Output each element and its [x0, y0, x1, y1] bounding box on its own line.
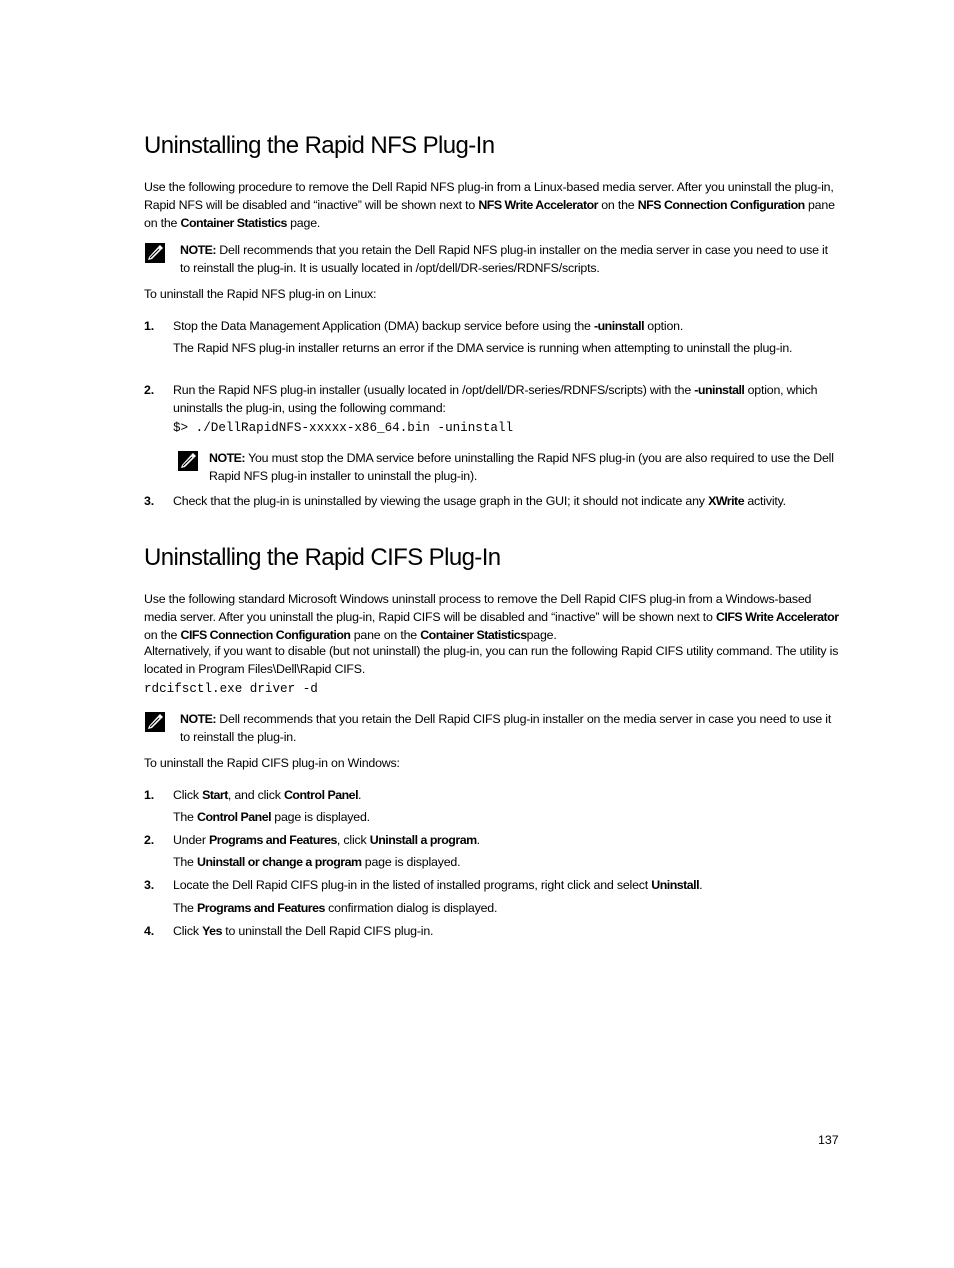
cifs-step-2-result: The Uninstall or change a program page is displayed. [173, 855, 461, 869]
section-title-cifs: Uninstalling the Rapid CIFS Plug-In [144, 544, 501, 571]
cifs-lead-text: To uninstall the Rapid CIFS plug-in on Windows: [144, 756, 400, 770]
cifs-step-3-result: The Programs and Features confirmation dialog is displayed. [173, 901, 498, 915]
section-title-nfs: Uninstalling the Rapid NFS Plug-In [144, 132, 495, 159]
nfs-intro-paragraph: Use the following procedure to remove the Dell Rapid NFS plug-in from a Linux-based media server. After you uninstall the plug-in, Rapid NFS will be disabled and “inactive” will be shown next to NFS Write Accelerator on the NFS Connection Configuration pane on the Container Statistics page. [144, 180, 835, 230]
nfs-lead-text: To uninstall the Rapid NFS plug-in on Linux: [144, 287, 377, 301]
page-number: 137 [818, 1133, 839, 1147]
cifs-note: NOTE: Dell recommends that you retain the Dell Rapid CIFS plug-in installer on the media server in case you need to use it to reinstall the plug-in. [180, 712, 832, 744]
note-pencil-icon [177, 450, 199, 472]
nfs-step-2-note: NOTE: You must stop the DMA service before uninstalling the Rapid NFS plug-in (you are also required to use the Dell Rapid NFS plug-in installer to uninstall the plug-in). [209, 451, 834, 483]
cifs-alternative-paragraph: Alternatively, if you want to disable (but not uninstall) the plug-in, you can run the following Rapid CIFS utility command. The utility is located in Program Files\Dell\Rapid CIFS. [144, 644, 839, 676]
nfs-uninstall-command: $> ./DellRapidNFS-xxxxx-x86_64.bin -uninstall [173, 421, 514, 435]
note-pencil-icon [144, 242, 166, 264]
note-pencil-icon [144, 711, 166, 733]
cifs-intro-paragraph: Use the following standard Microsoft Windows uninstall process to remove the Dell Rapid CIFS plug-in from a Windows-based media server. After you uninstall the plug-in, Rapid CIFS will be disabled and “inactive” will be shown next to CIFS Write Accelerator on the CIFS Connection Configuration pane on the Container Statisticspage. [144, 592, 839, 642]
cifs-utility-command: rdcifsctl.exe driver -d [144, 682, 318, 696]
cifs-step-1-result: The Control Panel page is displayed. [173, 810, 370, 824]
nfs-step-1-result: The Rapid NFS plug-in installer returns an error if the DMA service is running when attempting to uninstall the plug-in. [173, 341, 793, 355]
nfs-note: NOTE: Dell recommends that you retain the Dell Rapid NFS plug-in installer on the media server in case you need to use it to reinstall the plug-in. It is usually located in /opt/dell/DR-series/RDNFS/scripts. [180, 243, 828, 275]
